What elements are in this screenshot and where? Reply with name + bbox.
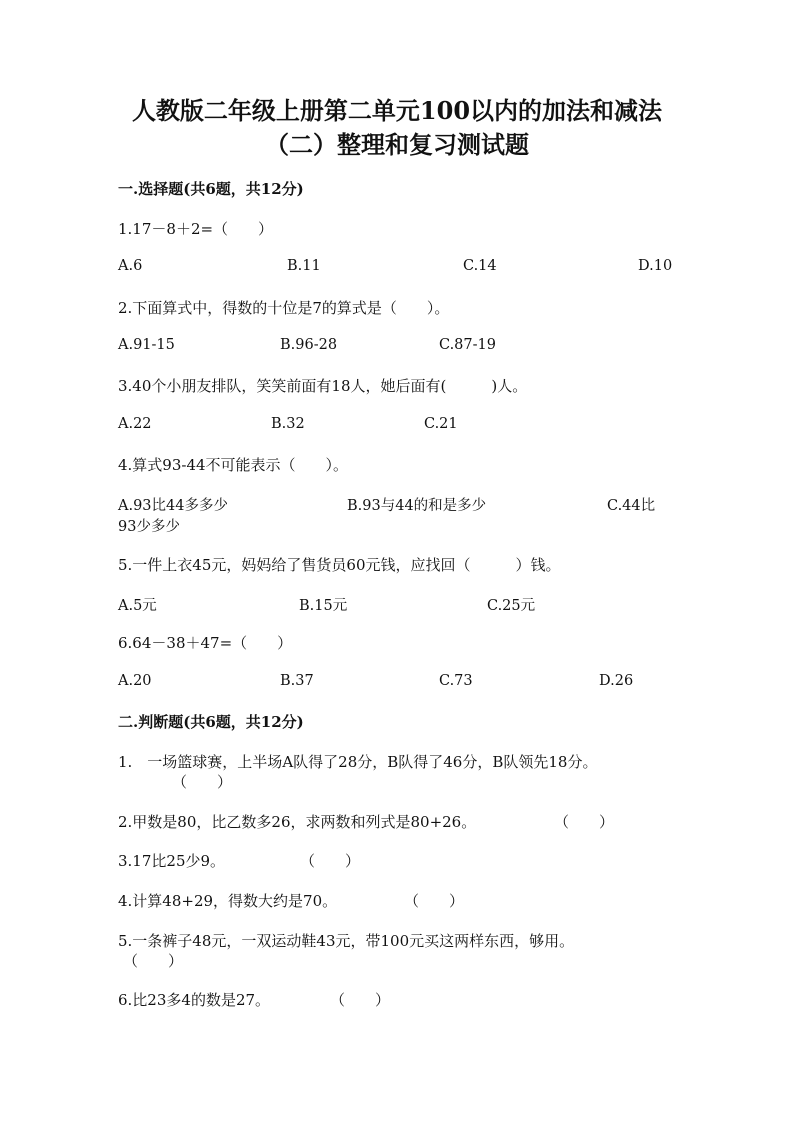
question-2: 2.下面算式中，得数的十位是7的算式是（ ）。 xyxy=(118,299,450,317)
q5-option-c: C.25元 xyxy=(487,598,536,614)
question-6: 6.64－38＋47=（ ） xyxy=(118,634,293,652)
q4-option-c-continued: 93少多少 xyxy=(118,519,180,535)
judgement-1: 1. 一场篮球赛，上半场A队得了28分，B队得了46分，B队领先18分。 xyxy=(118,753,598,771)
judgement-4: 4.计算48+29，得数大约是70。 xyxy=(118,892,338,910)
page-title-line2: （二）整理和复习测试题 xyxy=(265,130,529,159)
q3-option-a: A.22 xyxy=(118,416,152,432)
judgement-2-blank: （ ） xyxy=(554,813,615,831)
question-3: 3.40个小朋友排队，笑笑前面有18人，她后面有( )人。 xyxy=(118,377,528,395)
judgement-3-blank: （ ） xyxy=(300,852,361,870)
q1-option-c: C.14 xyxy=(463,258,497,274)
q5-option-b: B.15元 xyxy=(299,598,348,614)
q2-option-b: B.96-28 xyxy=(280,337,338,353)
q6-option-d: D.26 xyxy=(599,673,634,689)
judgement-6-blank: （ ） xyxy=(330,991,391,1009)
judgement-1-blank: （ ） xyxy=(172,773,233,791)
judgement-5-blank: （ ） xyxy=(123,952,184,970)
q1-option-b: B.11 xyxy=(287,258,321,274)
question-4: 4.算式93-44不可能表示（ ）。 xyxy=(118,456,349,474)
q6-option-a: A.20 xyxy=(118,673,152,689)
q6-option-c: C.73 xyxy=(439,673,473,689)
question-5: 5.一件上衣45元，妈妈给了售货员60元钱，应找回（ ）钱。 xyxy=(118,556,561,574)
q2-option-c: C.87-19 xyxy=(439,337,496,353)
q1-option-a: A.6 xyxy=(118,258,143,274)
judgement-5: 5.一条裤子48元，一双运动鞋43元，带100元买这两样东西，够用。 xyxy=(118,932,575,950)
q4-option-b: B.93与44的和是多少 xyxy=(347,498,487,514)
q1-option-d: D.10 xyxy=(638,258,673,274)
section-heading-judgement: 二.判断题(共6题，共12分) xyxy=(118,713,304,731)
q2-option-a: A.91-15 xyxy=(118,337,175,353)
judgement-2: 2.甲数是80，比乙数多26，求两数和列式是80+26。 xyxy=(118,813,477,831)
section-heading-choice: 一.选择题(共6题，共12分) xyxy=(118,180,304,198)
judgement-4-blank: （ ） xyxy=(404,892,465,910)
page-title-line1: 人教版二年级上册第二单元100以内的加法和减法 xyxy=(131,96,663,125)
q3-option-b: B.32 xyxy=(271,416,305,432)
q4-option-c: C.44比 xyxy=(607,498,656,514)
q5-option-a: A.5元 xyxy=(118,598,157,614)
q3-option-c: C.21 xyxy=(424,416,458,432)
judgement-6: 6.比23多4的数是27。 xyxy=(118,991,271,1009)
q6-option-b: B.37 xyxy=(280,673,314,689)
q4-option-a: A.93比44多多少 xyxy=(118,498,228,514)
judgement-3: 3.17比25少9。 xyxy=(118,852,226,870)
question-1: 1.17－8＋2=（ ） xyxy=(118,220,274,238)
